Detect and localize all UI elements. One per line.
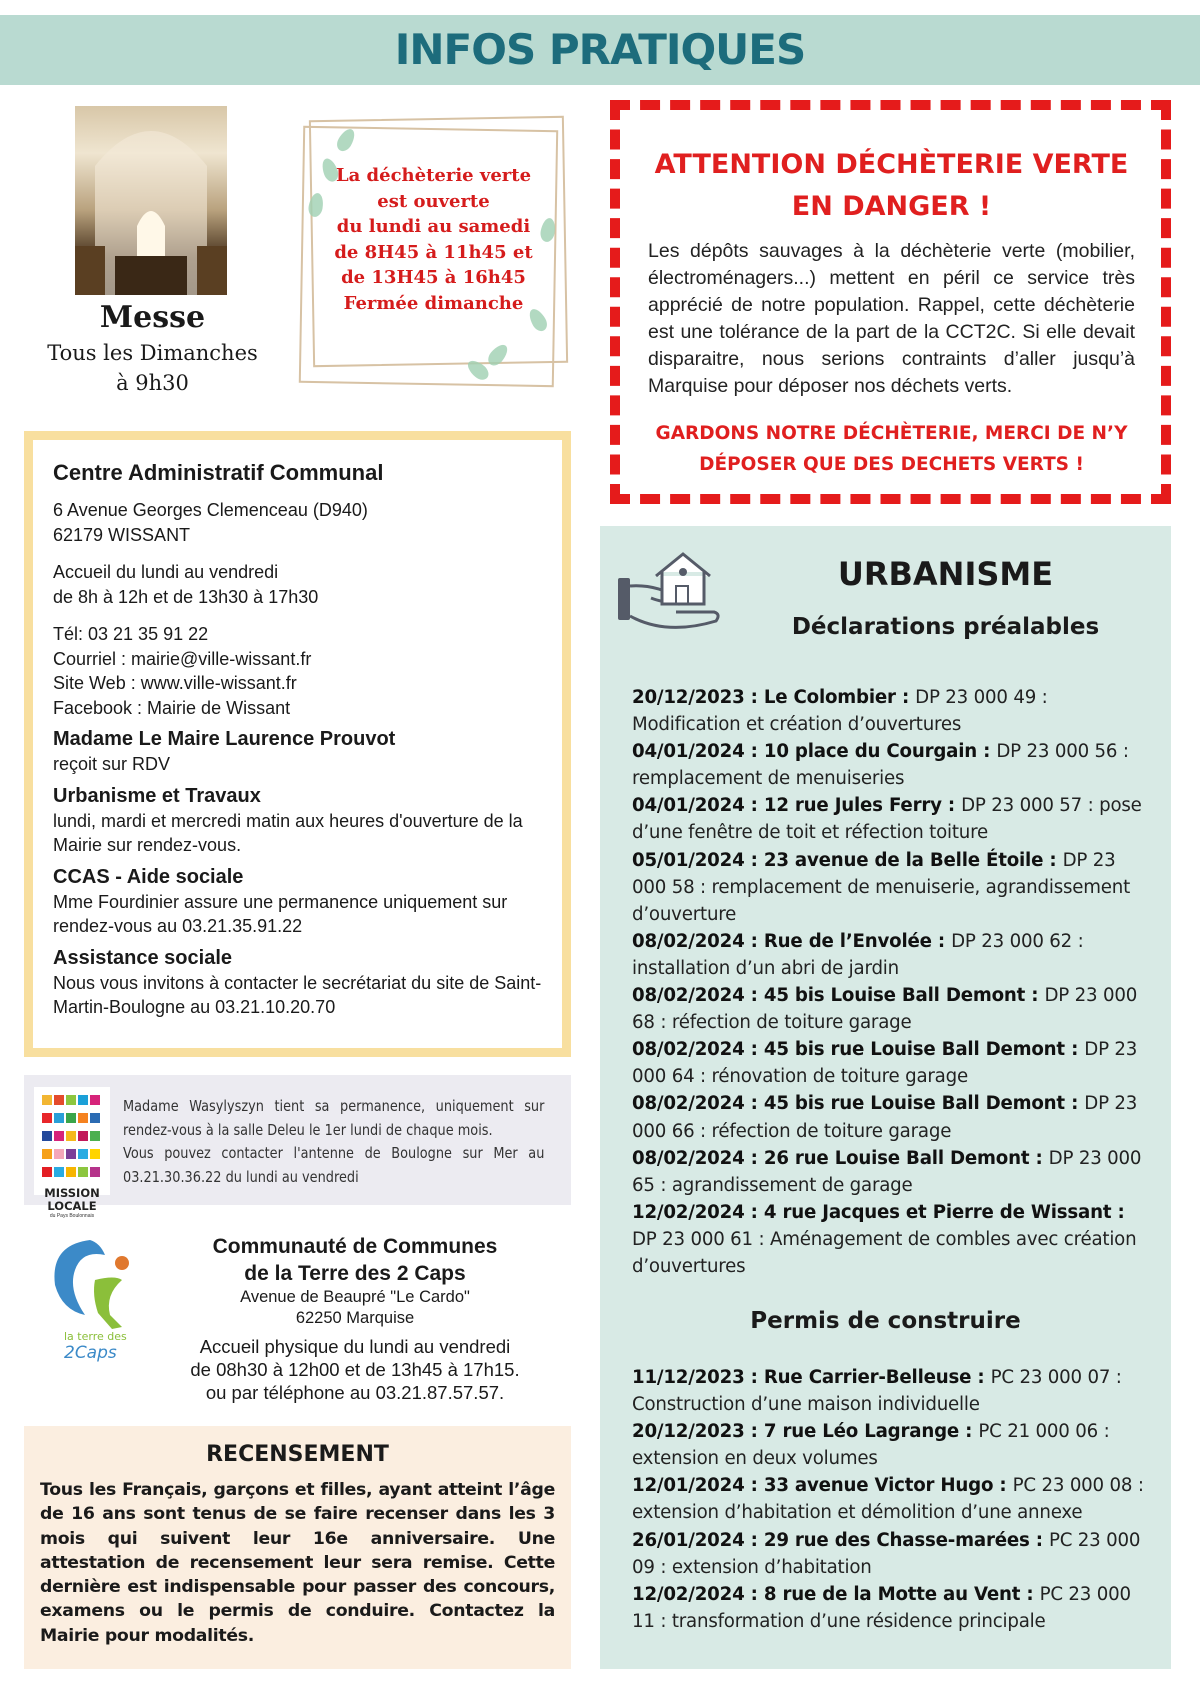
permit-entry [632,1199,1151,1280]
separator: : [1064,1093,1085,1115]
terre-des-2-caps-logo [50,1235,140,1365]
permit-address: 45 bis Louise Ball Demont [763,985,1026,1007]
permit-entry [632,1581,1151,1635]
phone: Tél: 03 21 35 91 22 [53,624,209,644]
separator: : [1020,1583,1040,1605]
census-card [24,1426,571,1669]
house-in-hand-icon [616,546,726,636]
logo-square [66,1113,76,1123]
urbanism-title: URBANISME [837,555,1054,593]
permit-date: 26/01/2024 [632,1529,745,1551]
logo-square [78,1167,88,1177]
separator: : [744,1421,764,1443]
section-title: Urbanisme et Travaux [53,784,261,807]
permit-address: 45 bis rue Louise Ball Demont [763,1093,1065,1115]
separator: : [744,985,764,1007]
permit-entry [632,792,1151,846]
section-text: lundi, mardi et mercredi matin aux heures d'ouverture de la Mairie sur rendez-vous. [53,810,523,855]
separator: : [744,1039,764,1061]
permit-entry [632,1527,1151,1581]
permit-description: PC 23 000 11 : transformation d’une résidence principale [632,1583,1131,1632]
permit-entry [632,1418,1151,1472]
permit-date: 08/02/2024 [632,930,745,952]
permit-description: PC 23 000 09 : extension d’habitation [632,1529,1141,1578]
alert-title [648,144,1135,228]
logo-square [78,1095,88,1105]
separator: : [1043,849,1063,871]
permit-address: 29 rue des Chasse-marées [763,1529,1030,1551]
logo-square [42,1113,52,1123]
logo-square [54,1167,64,1177]
logo-text [41,1187,103,1213]
alert-title-line: EN DANGER ! [791,191,992,222]
permit-entry [632,982,1151,1036]
hours-line: du lundi au samedi [336,216,531,237]
logo-square [66,1131,76,1141]
mission-locale-card [24,1075,571,1219]
permit-address: 33 avenue Victor Hugo [763,1475,994,1497]
permit-address: 7 rue Léo Lagrange [763,1421,960,1443]
separator: : [1064,1039,1085,1061]
green-waste-alert [610,100,1171,504]
permit-description: DP 23 000 68 : réfection de toiture garage [632,985,1138,1034]
permit-date: 08/02/2024 [632,1039,745,1061]
mission-text [123,1095,544,1189]
mission-text-1: Madame Wasylyszyn tient sa permanence, uniquement sur rendez-vous à la salle Deleu le 1er lundi de chaque mois. [123,1097,545,1139]
address-line: 62179 WISSANT [53,524,191,545]
logo-squares [41,1093,103,1183]
separator: : [931,930,952,952]
logo-text: la terre des [64,1330,127,1343]
logo-square [42,1095,52,1105]
permit-description: DP 23 000 62 : installation d’un abri de jardin [632,930,1084,979]
email[interactable]: Courriel : mairie@ville-wissant.fr [53,648,312,669]
permit-date: 08/02/2024 [632,985,745,1007]
permit-description: PC 21 000 06 : extension en deux volumes [632,1421,1110,1470]
logo-square [54,1113,64,1123]
logo-square [42,1149,52,1159]
permit-entry [632,1036,1151,1090]
dp-title: Déclarations préalables [791,614,1100,640]
permit-description: DP 23 000 65 : agrandissement de garage [632,1147,1142,1196]
separator: : [744,1367,764,1388]
logo-square [54,1131,64,1141]
green-waste-hours-text [321,163,546,316]
permit-date: 12/01/2024 [632,1475,745,1497]
permit-description: DP 23 000 57 : pose d’une fenêtre de toit et réfection toiture [632,795,1142,844]
hours-line: de 08h30 à 12h00 et de 13h45 à 17h15. [190,1359,520,1380]
permit-address: 10 place du Courgain [763,741,978,763]
page-header [0,15,1200,85]
section-text: Mme Fourdinier assure une permanence uniquement sur rendez-vous au 03.21.35.91.22 [53,891,508,936]
permit-description: DP 23 000 49 : Modification et création d’ouvertures [632,687,1048,736]
separator: : [941,795,962,817]
community-info [150,1233,560,1404]
separator: : [1029,1529,1049,1551]
permit-description: DP 23 000 66 : réfection de toiture garage [632,1093,1138,1142]
community-card [40,1225,560,1410]
permit-date: 05/01/2024 [632,849,745,871]
logo-line: LOCALE [47,1199,97,1213]
logo-square [78,1149,88,1159]
separator: : [1111,1201,1125,1223]
separator: : [993,1475,1013,1497]
mass-time: à 9h30 [116,371,189,395]
hours-line: Accueil physique du lundi au vendredi [199,1336,511,1357]
permit-entry [632,1145,1151,1199]
permit-address: Rue de l’Envolée [763,930,932,952]
census-title: RECENSEMENT [206,1442,389,1467]
separator: : [744,1147,764,1169]
mission-text-2: Vous pouvez contacter l'antenne de Boulogne sur Mer au 03.21.30.36.22 du lundi au vendredi [123,1144,545,1186]
permit-address: 12 rue Jules Ferry [763,795,942,817]
permit-entry [632,1090,1151,1144]
community-hours [150,1335,560,1404]
section-title: CCAS - Aide sociale [53,865,244,888]
permit-address: Rue Carrier-Belleuse [763,1367,972,1388]
permit-entry [632,1472,1151,1526]
permit-address: 8 rue de la Motte au Vent [763,1583,1021,1605]
permit-description: PC 23 000 07 : Construction d’une maison individuelle [632,1367,1122,1416]
hours-line: La déchèterie verte [335,165,532,186]
hours-line: Fermée dimanche [343,292,524,314]
permit-date: 20/12/2023 [632,687,745,708]
section-title: Madame Le Maire Laurence Prouvot [53,728,396,750]
permit-date: 08/02/2024 [632,1147,745,1169]
logo-square [66,1095,76,1105]
mass-info [30,298,275,398]
separator: : [977,741,997,763]
logo-square [90,1167,100,1177]
alert-body: Les dépôts sauvages à la déchèterie verte (mobilier, électroménagers...) mettent en péril ce service très apprécié de notre population. Rappel, cette déchèterie est une tolérance de la part de la CCT2C. Si elle devait disparaitre, nous serions contraints d’aller jusqu’à Marquise pour déposer nos déchets verts. [648,240,1135,397]
logo-text: 2Caps [64,1343,117,1363]
permit-date: 04/01/2024 [632,741,745,763]
section-text: Nous vous invitons à contacter le secrétariat du site de Saint-Martin-Boulogne au 03.21.10.20.70 [53,972,542,1017]
alert-title-line: ATTENTION DÉCHÈTERIE VERTE [654,149,1129,180]
opening-hours: Accueil du lundi au vendredi [53,562,279,582]
separator: : [1025,985,1045,1007]
permit-description: DP 23 000 56 : remplacement de menuiseries [632,741,1129,790]
website[interactable]: Site Web : www.ville-wissant.fr [53,673,297,693]
permit-date: 08/02/2024 [632,1093,745,1115]
urbanism-panel [600,526,1171,1669]
separator: : [1029,1147,1049,1169]
permit-entry [632,847,1151,928]
separator: : [744,1475,764,1497]
logo-square [78,1113,88,1123]
community-title: Communauté de Communes [212,1235,498,1258]
logo-square [54,1149,64,1159]
logo-square [42,1167,52,1177]
logo-square [42,1131,52,1141]
permit-address: 23 avenue de la Belle Étoile [763,849,1044,871]
separator: : [744,795,764,817]
census-text: Tous les Français, garçons et filles, ayant atteint l’âge de 16 ans sont tenus de se faire recenser dans les 3 mois qui suivent leur 16e anniversaire. Une attestation de recensement leur sera remise. Cette dernière est indispensable pour passer des concours, examens ou le permis de conduire. Contactez la Mairie pour modalités. [40,1480,555,1646]
address-line: Avenue de Beaupré "Le Cardo" [240,1288,470,1306]
separator: : [895,687,916,708]
green-waste-hours-card [301,108,566,385]
mission-locale-logo [34,1087,110,1219]
separator: : [744,849,764,871]
hours-line: est ouverte [377,190,490,212]
separator: : [744,1529,764,1551]
separator: : [744,1201,764,1223]
permit-address: Le Colombier [763,687,896,708]
mass-title: Messe [99,300,206,335]
hours-line: de 13H45 à 16h45 [341,267,526,288]
logo-subtitle: du Pays Boulonnais [49,1213,95,1219]
logo-square [66,1149,76,1159]
address-line: 6 Avenue Georges Clemenceau (D940) [53,500,368,520]
address-line: 62250 Marquise [295,1309,415,1327]
separator: : [971,1367,991,1388]
community-title: de la Terre des 2 Caps [244,1262,466,1285]
church-photo [75,106,227,295]
logo-square [90,1131,100,1141]
logo-square [66,1167,76,1177]
hours-line: de 8H45 à 11h45 et [334,241,533,263]
logo-line: MISSION [44,1186,100,1200]
permit-address: 26 rue Louise Ball Demont [763,1147,1030,1169]
hours-line: ou par téléphone au 03.21.87.57.57. [205,1382,505,1403]
pc-title: Permis de construire [750,1308,1021,1334]
permit-entry [632,738,1151,792]
permit-entry [632,928,1151,982]
facebook: Facebook : Mairie de Wissant [53,697,291,718]
logo-square [54,1095,64,1105]
permit-description: PC 23 000 08 : extension d’habitation et démolition d’une annexe [632,1475,1144,1524]
section-text: reçoit sur RDV [53,754,171,774]
town-hall-card [24,431,571,1057]
section-title: Assistance sociale [53,946,232,969]
opening-hours: de 8h à 12h et de 13h30 à 17h30 [53,586,319,607]
permit-date: 12/02/2024 [632,1583,745,1605]
separator: : [744,741,764,763]
alert-cta: GARDONS NOTRE DÉCHÈTERIE, MERCI DE N’Y DÉPOSER QUE DES DECHETS VERTS ! [655,423,1128,475]
mass-day: Tous les Dimanches [47,341,258,365]
separator: : [744,1093,764,1115]
logo-square [90,1149,100,1159]
permit-description: DP 23 000 58 : remplacement de menuiserie, agrandissement d’ouverture [632,849,1131,925]
permit-address: 4 rue Jacques et Pierre de Wissant [763,1201,1112,1223]
logo-square [78,1131,88,1141]
permit-address: 45 bis rue Louise Ball Demont [763,1039,1065,1061]
permit-date: 20/12/2023 [632,1421,745,1443]
permit-date: 11/12/2023 [632,1367,745,1388]
separator: : [744,1583,764,1605]
page-title: INFOS PRATIQUES [394,25,806,74]
logo-square [90,1113,100,1123]
permit-description: DP 23 000 61 : Aménagement de combles avec création d’ouvertures [632,1228,1137,1277]
separator: : [744,930,764,952]
separator: : [959,1421,979,1443]
permit-date: 12/02/2024 [632,1201,745,1223]
town-hall-title: Centre Administratif Communal [53,460,384,485]
pc-list [632,1364,1151,1635]
separator: : [744,687,764,708]
permit-entry [632,1364,1151,1418]
dp-list [632,684,1151,1280]
permit-entry [632,684,1151,738]
logo-square [90,1095,100,1105]
permit-date: 04/01/2024 [632,795,745,817]
permit-description: DP 23 000 64 : rénovation de toiture garage [632,1039,1138,1088]
